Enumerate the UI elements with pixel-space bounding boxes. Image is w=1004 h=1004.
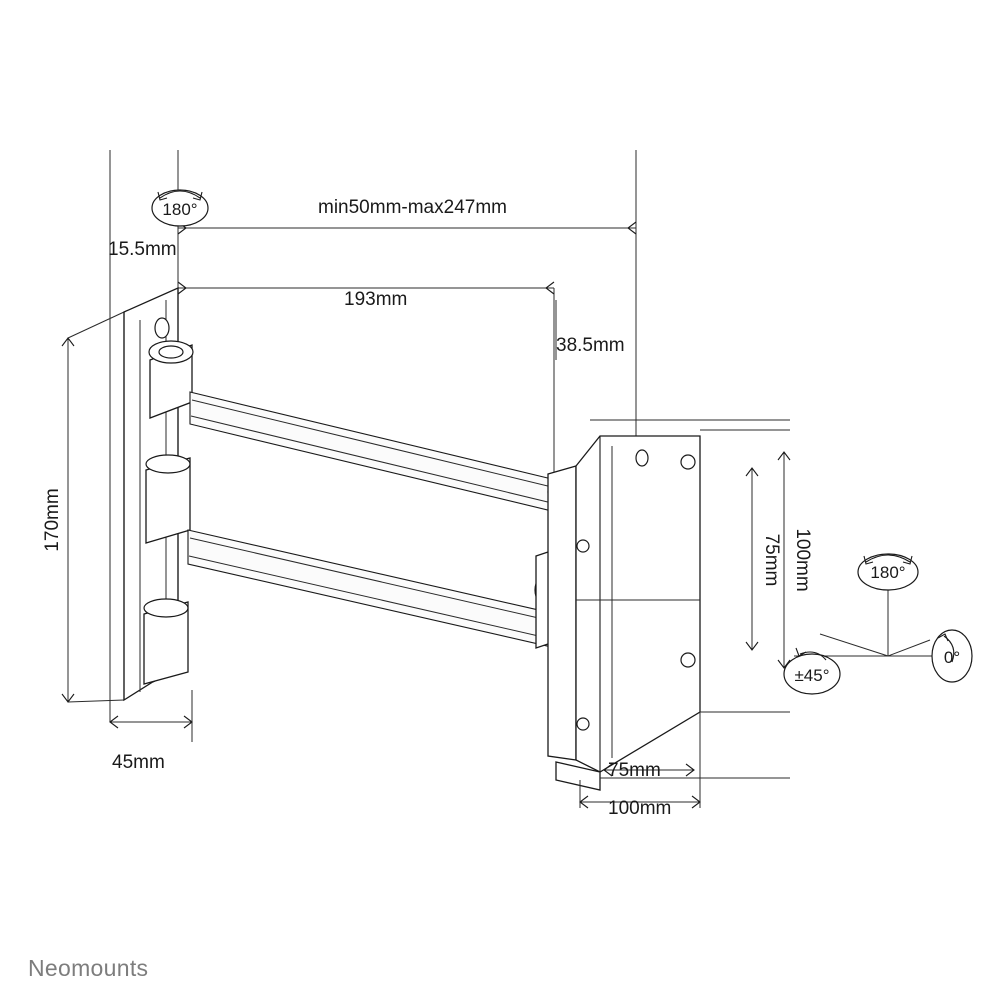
label-extension-range: min50mm-max247mm: [318, 197, 507, 218]
extension-arms: [188, 392, 556, 648]
vesa-mounting-plate: [556, 436, 700, 790]
label-screen-tilt: ±45°: [794, 666, 830, 685]
label-screen-zero: 0°: [943, 648, 961, 667]
label-arm-length: 193mm: [344, 289, 408, 310]
label-screen-rotation: 180°: [870, 563, 906, 582]
label-vesa-horizontal-100: 100mm: [608, 798, 672, 819]
label-wall-plate-height: 170mm: [42, 488, 63, 552]
screen-tilt-joint: [535, 466, 576, 760]
wall-hinge-joints: [144, 341, 193, 684]
label-vesa-vertical-100: 100mm: [792, 528, 813, 592]
label-vesa-vertical-75: 75mm: [761, 533, 782, 587]
label-vesa-horizontal-75: 75mm: [608, 760, 661, 781]
brand-logo: Neomounts: [28, 955, 149, 981]
label-wall-rotation: 180°: [162, 200, 198, 219]
label-bracket-depth: 38.5mm: [556, 335, 625, 356]
label-wall-plate-width: 45mm: [112, 752, 165, 773]
label-wall-plate-thickness: 15.5mm: [108, 239, 177, 260]
